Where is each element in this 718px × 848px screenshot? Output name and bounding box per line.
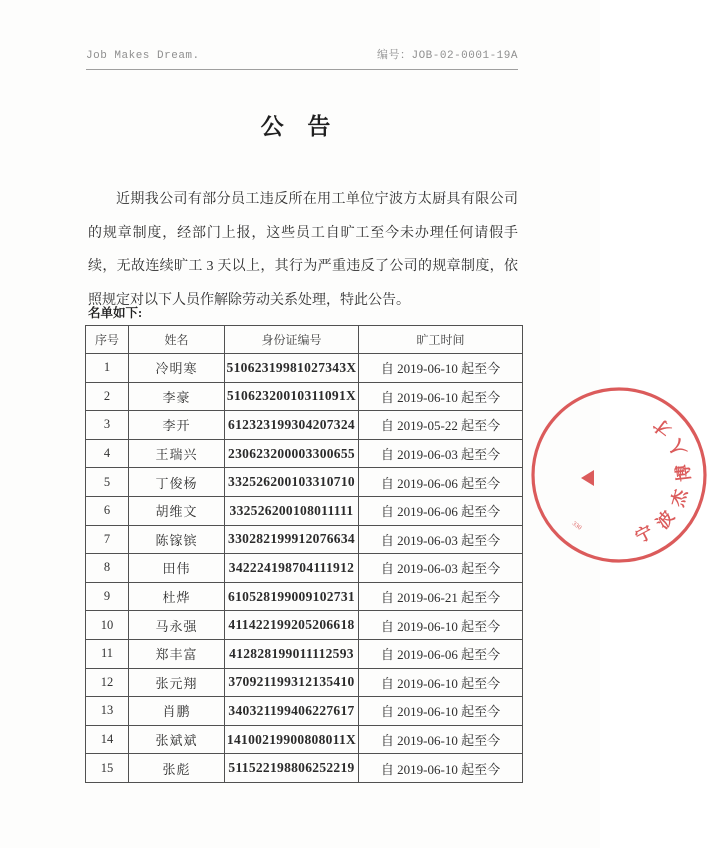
table-row	[86, 468, 523, 497]
cell-absence-period: 自 2019-06-10 起至今	[359, 668, 523, 697]
cell-absence-period: 自 2019-06-06 起至今	[359, 639, 523, 668]
cell-index: 1	[86, 354, 129, 383]
cell-name: 李开	[129, 411, 225, 440]
table-row	[86, 525, 523, 554]
company-seal-stamp	[528, 384, 718, 574]
cell-id-number: 51062320010311091X	[225, 382, 359, 411]
cell-id-number: 610528199009102731	[225, 582, 359, 611]
cell-absence-period: 自 2019-06-10 起至今	[359, 354, 523, 383]
table-row	[86, 496, 523, 525]
cell-index: 13	[86, 697, 129, 726]
cell-absence-period: 自 2019-06-03 起至今	[359, 439, 523, 468]
table-row	[86, 697, 523, 726]
cell-name: 陈镓镔	[129, 525, 225, 554]
seal-registration-number: 330	[570, 520, 583, 532]
document-header	[86, 46, 518, 70]
cell-absence-period: 自 2019-05-22 起至今	[359, 411, 523, 440]
cell-index: 2	[86, 382, 129, 411]
cell-index: 12	[86, 668, 129, 697]
svg-text:宁波杰博人才	[632, 408, 694, 547]
column-header-id: 身份证编号	[225, 326, 359, 354]
cell-name: 张彪	[129, 754, 225, 783]
cell-absence-period: 自 2019-06-10 起至今	[359, 725, 523, 754]
cell-id-number: 332526200103310710	[225, 468, 359, 497]
cell-name: 张元翔	[129, 668, 225, 697]
column-header-name: 姓名	[129, 326, 225, 354]
cell-index: 3	[86, 411, 129, 440]
cell-id-number: 14100219900808011X	[225, 725, 359, 754]
table-row	[86, 582, 523, 611]
table-row	[86, 411, 523, 440]
notice-body-paragraph: 近期我公司有部分员工违反所在用工单位宁波方太厨具有限公司的规章制度，经部门上报，这些员工自旷工至今未办理任何请假手续，无故连续旷工 3 天以上，其行为严重违反了公司的规章制度，依照规定对以下人员作解除劳动关系处理，特此公告。	[88, 192, 518, 308]
table-row	[86, 668, 523, 697]
table-row	[86, 611, 523, 640]
cell-name: 杜烨	[129, 582, 225, 611]
cell-absence-period: 自 2019-06-06 起至今	[359, 496, 523, 525]
cell-absence-period: 自 2019-06-06 起至今	[359, 468, 523, 497]
cell-id-number: 330282199912076634	[225, 525, 359, 554]
table-row	[86, 725, 523, 754]
cell-absence-period: 自 2019-06-10 起至今	[359, 754, 523, 783]
cell-name: 郑丰富	[129, 639, 225, 668]
cell-absence-period: 自 2019-06-10 起至今	[359, 382, 523, 411]
cell-index: 10	[86, 611, 129, 640]
cell-index: 8	[86, 554, 129, 583]
cell-name: 冷明寒	[129, 354, 225, 383]
cell-index: 6	[86, 496, 129, 525]
cell-id-number: 51062319981027343X	[225, 354, 359, 383]
cell-absence-period: 自 2019-06-03 起至今	[359, 525, 523, 554]
cell-name: 张斌斌	[129, 725, 225, 754]
table-row	[86, 639, 523, 668]
table-row	[86, 554, 523, 583]
cell-index: 15	[86, 754, 129, 783]
cell-id-number: 230623200003300655	[225, 439, 359, 468]
cell-index: 7	[86, 525, 129, 554]
cell-name: 胡维文	[129, 496, 225, 525]
header-slogan: Job Makes Dream.	[86, 50, 200, 62]
table-row	[86, 754, 523, 783]
cell-absence-period: 自 2019-06-03 起至今	[359, 554, 523, 583]
cell-id-number: 340321199406227617	[225, 697, 359, 726]
cell-id-number: 612323199304207324	[225, 411, 359, 440]
page-title: 公 告	[260, 114, 340, 139]
cell-id-number: 412828199011112593	[225, 639, 359, 668]
cell-id-number: 342224198704111912	[225, 554, 359, 583]
cell-index: 5	[86, 468, 129, 497]
cell-name: 丁俊杨	[129, 468, 225, 497]
header-doc-number: 编号：JOB-02-0001-19A	[376, 50, 518, 62]
cell-id-number: 332526200108011111	[225, 496, 359, 525]
column-header-index: 序号	[86, 326, 129, 354]
cell-name: 田伟	[129, 554, 225, 583]
cell-absence-period: 自 2019-06-10 起至今	[359, 697, 523, 726]
cell-absence-period: 自 2019-06-21 起至今	[359, 582, 523, 611]
cell-absence-period: 自 2019-06-10 起至今	[359, 611, 523, 640]
cell-index: 4	[86, 439, 129, 468]
seal-star-fragment-icon	[581, 470, 594, 486]
cell-index: 9	[86, 582, 129, 611]
cell-name: 马永强	[129, 611, 225, 640]
dismissal-roster-table	[85, 325, 523, 783]
table-row	[86, 439, 523, 468]
seal-arc-text: 宁波杰博人才	[632, 407, 695, 547]
cell-id-number: 511522198806252219	[225, 754, 359, 783]
cell-name: 李豪	[129, 382, 225, 411]
cell-name: 王瑞兴	[129, 439, 225, 468]
cell-id-number: 370921199312135410	[225, 668, 359, 697]
cell-index: 14	[86, 725, 129, 754]
cell-name: 肖鹏	[129, 697, 225, 726]
table-header-row	[86, 326, 523, 354]
table-row	[86, 382, 523, 411]
cell-id-number: 411422199205206618	[225, 611, 359, 640]
table-row	[86, 354, 523, 383]
cell-index: 11	[86, 639, 129, 668]
column-header-duration: 旷工时间	[359, 326, 523, 354]
list-label: 名单如下:	[88, 306, 143, 320]
